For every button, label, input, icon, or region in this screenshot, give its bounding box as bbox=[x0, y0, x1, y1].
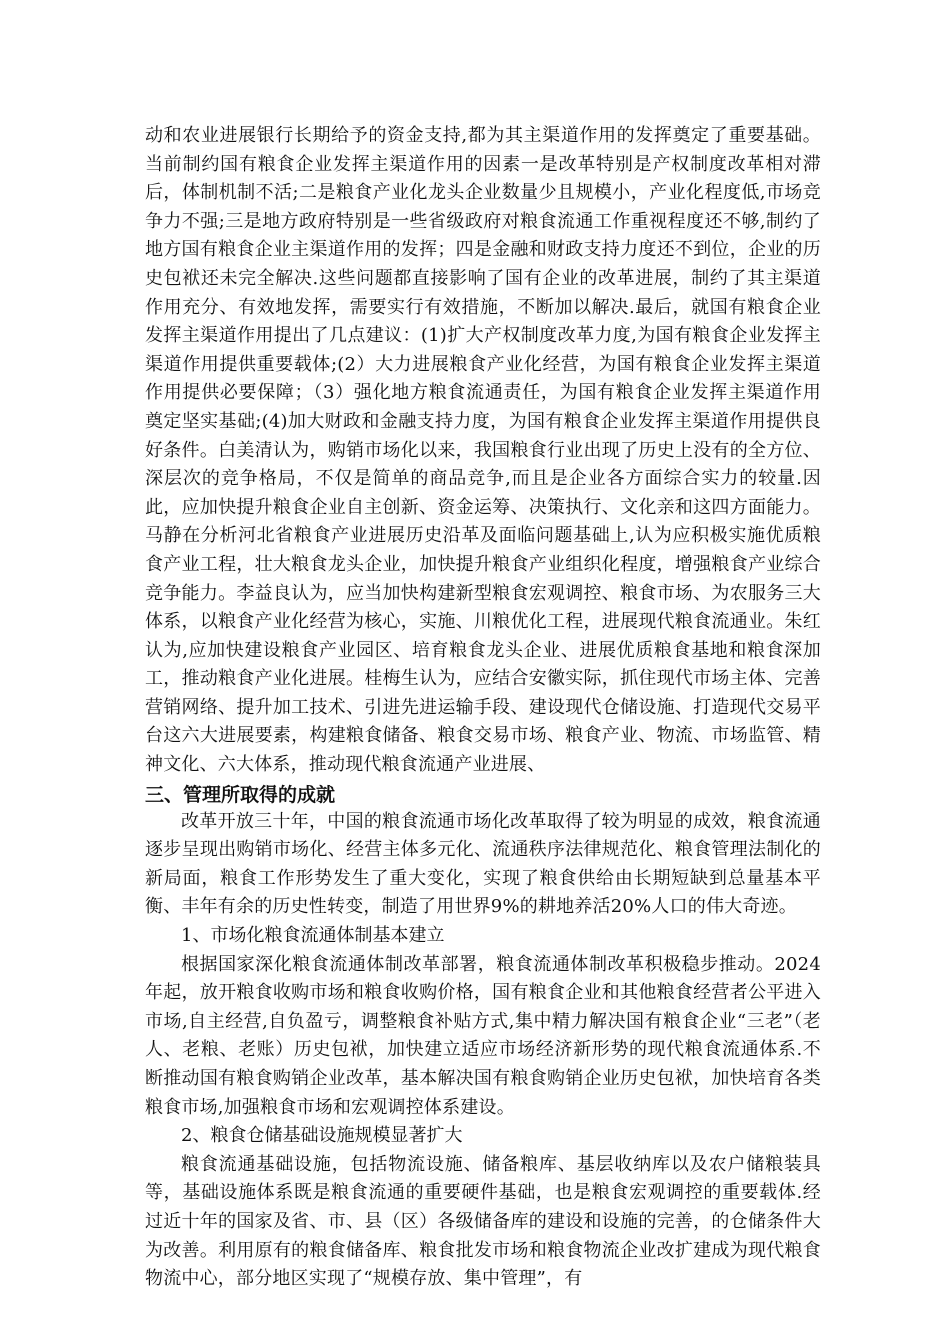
body-paragraph-market-system: 根据国家深化粮食流通体制改革部署，粮食流通体制改革积极稳步推动。2024年起，放开粮食收购市场和粮食收购价格，国有粮食企业和其他粮食经营者公平进入市场,自主经营,自负盈亏，调整粮食补贴方式,集中精力解决国有粮食企业“三老”（老人、老粮、老账）历史包袱，加快建立适应市场经济新形势的现代粮食流通体系.不断推动国有粮食购销企业改革，基本解决国有粮食购销企业历史包袱，加快培育各类粮食市场,加强粮食市场和宏观调控体系建设。 bbox=[145, 953, 821, 1118]
document-page bbox=[145, 122, 821, 1294]
body-paragraph-continued: 动和农业进展银行长期给予的资金支持,都为其主渠道作用的发挥奠定了重要基础。当前制约国有粮食企业发挥主渠道作用的因素一是改革特别是产权制度改革相对滞后，体制机制不活;二是粮食产业化龙头企业数量少且规模小，产业化程度低,市场竞争力不强;三是地方政府特别是一些省级政府对粮食流通工作重视程度还不够,制约了地方国有粮食企业主渠道作用的发挥；四是金融和财政支持力度还不到位，企业的历史包袱还未完全解决.这些问题都直接影响了国有企业的改革进展，制约了其主渠道作用充分、有效地发挥，需要实行有效措施，不断加以解决.最后，就国有粮食企业发挥主渠道作用提出了几点建议：(1)扩大产权制度改革力度,为国有粮食企业发挥主渠道作用提供重要载体;(2）大力进展粮食产业化经营，为国有粮食企业发挥主渠道作用提供必要保障；（3）强化地方粮食流通责任，为国有粮食企业发挥主渠道作用奠定坚实基础;(4)加大财政和金融支持力度，为国有粮食企业发挥主渠道作用提供良好条件。白美清认为，购销市场化以来，我国粮食行业出现了历史上没有的全方位、深层次的竞争格局，不仅是简单的商品竞争,而且是企业各方面综合实力的较量.因此，应加快提升粮食企业自主创新、资金运筹、决策执行、文化亲和这四方面能力。马静在分析河北省粮食产业进展历史沿革及面临问题基础上,认为应积极实施优质粮食产业工程，壮大粮食龙头企业，加快提升粮食产业组织化程度，增强粮食产业综合竞争能力。李益良认为，应当加快构建新型粮食宏观调控、粮食市场、为农服务三大体系，以粮食产业化经营为核心，实施、川粮优化工程，进展现代粮食流通业。朱红认为,应加快建设粮食产业园区、培育粮食龙头企业、进展优质粮食基地和粮食深加工，推动粮食产业化进展。桂梅生认为，应结合安徽实际，抓住现代市场主体、完善营销网络、提升加工技术、引进先进运输手段、建设现代仓储设施、打造现代交易平台这六大进展要素，构建粮食储备、粮食交易市场、粮食产业、物流、市场监管、精神文化、六大体系，推动现代粮食流通产业进展、 bbox=[145, 125, 821, 776]
subheading-storage-infrastructure: 2、粮食仓储基础设施规模显著扩大 bbox=[181, 1125, 463, 1147]
body-paragraph-reform-achievements: 改革开放三十年，中国的粮食流通市场化改革取得了较为明显的成效，粮食流通逐步呈现出购销市场化、经营主体多元化、流通秩序法律规范化、粮食管理法制化的新局面，粮食工作形势发生了重大变化，实现了粮食供给由长期短缺到总量基本平衡、丰年有余的历史性转变，制造了用世界9%的耕地养活20%人口的伟大奇迹。 bbox=[145, 810, 821, 918]
section-heading: 三、管理所取得的成就 bbox=[145, 783, 336, 806]
subheading-market-system: 1、市场化粮食流通体制基本建立 bbox=[181, 925, 445, 947]
body-paragraph-storage-infrastructure: 粮食流通基础设施，包括物流设施、储备粮库、基层收纳库以及农户储粮装具等，基础设施体系既是粮食流通的重要硬件基础，也是粮食宏观调控的重要载体.经过近十年的国家及省、市、县（区）各级储备库的建设和设施的完善，的仓储条件大为改善。利用原有的粮食储备库、粮食批发市场和粮食物流企业改扩建成为现代粮食物流中心，部分地区实现了“规模存放、集中管理”，有 bbox=[145, 1153, 821, 1290]
